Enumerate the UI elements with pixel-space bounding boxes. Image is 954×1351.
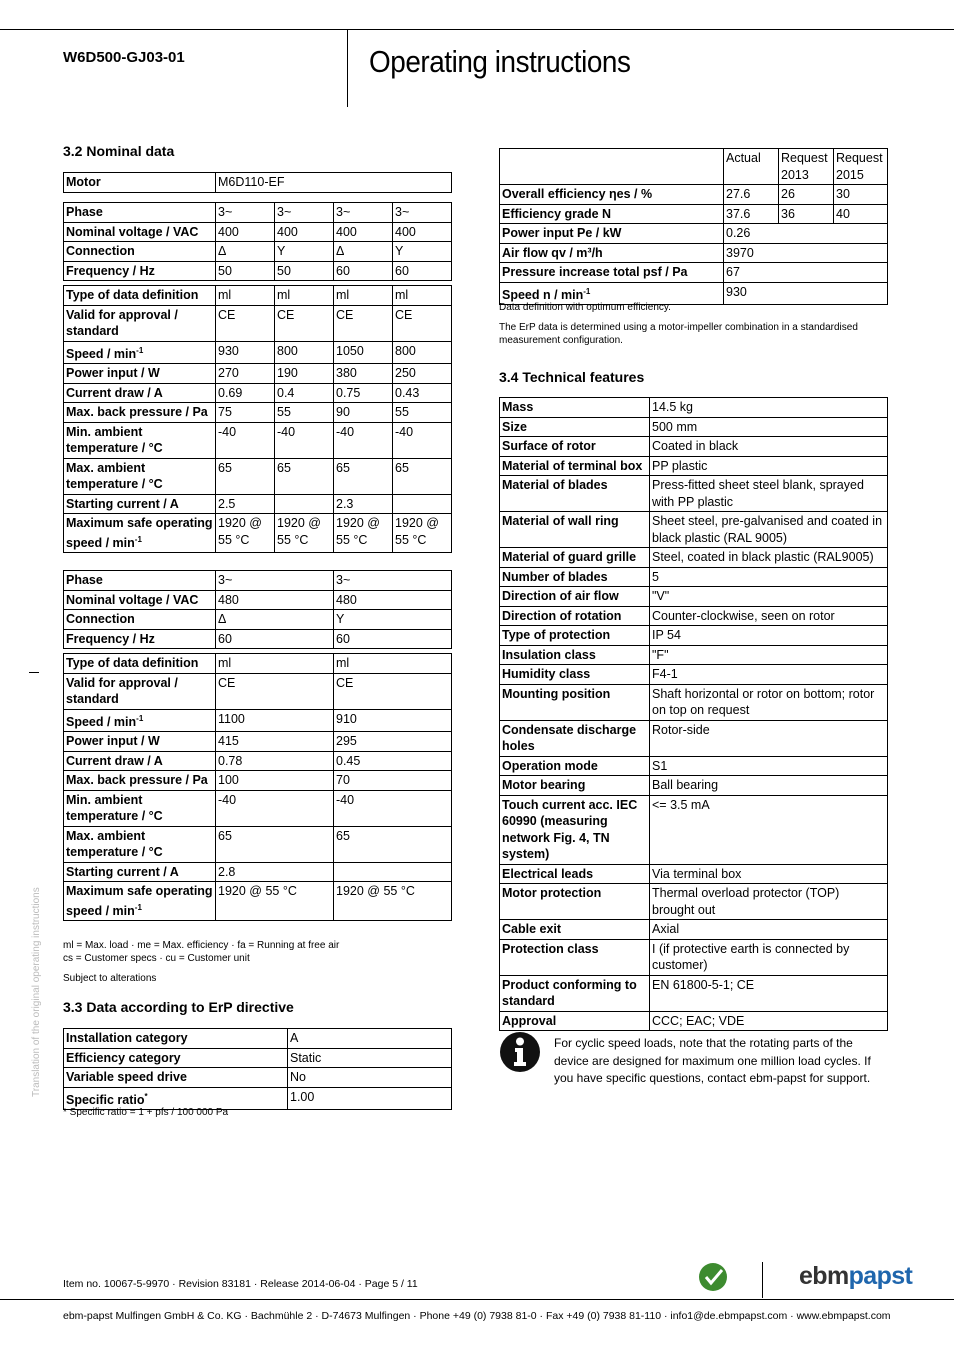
table-row xyxy=(64,790,452,826)
row-value: Y xyxy=(393,242,452,262)
margin-mark xyxy=(29,672,39,673)
header-blank xyxy=(500,149,724,185)
row-label: Phase xyxy=(64,203,216,223)
footer-address: ebm-papst Mulfingen GmbH & Co. KG · Bachmühle 2 · D-74673 Mulfingen · Phone +49 (0) 7938 81-0 · Fax +49 (0) 7938 81-110 · info1@de.ebmpapst.com · www.ebmpapst.com xyxy=(63,1310,891,1322)
table-row xyxy=(500,884,888,920)
row-value: CCC; EAC; VDE xyxy=(650,1011,888,1031)
row-label: Min. ambient temperature / °C xyxy=(64,790,216,826)
row-value: 3~ xyxy=(275,203,334,223)
row-value: CE xyxy=(334,305,393,341)
table-row xyxy=(64,673,452,709)
row-value: 2.5 xyxy=(216,494,275,514)
row-label: Type of protection xyxy=(500,626,650,646)
row-value: 930 xyxy=(216,341,275,364)
motor-table xyxy=(63,172,452,193)
table-row xyxy=(64,286,452,306)
row-value: -40 xyxy=(393,422,452,458)
row-value: 67 xyxy=(724,263,888,283)
row-label: Specific ratio* xyxy=(64,1087,288,1110)
row-value: 60 xyxy=(216,629,334,649)
row-value: 1.00 xyxy=(288,1087,452,1110)
row-value: ml xyxy=(216,286,275,306)
table-row xyxy=(64,305,452,341)
row-value: 65 xyxy=(334,458,393,494)
row-value: 26 xyxy=(779,185,834,205)
table-row xyxy=(500,587,888,607)
table-row xyxy=(500,1011,888,1031)
row-label: Nominal voltage / VAC xyxy=(64,222,216,242)
info-note-text: For cyclic speed loads, note that the rotating parts of the device are designed for maximum one million load cycles. If you have specific questions, contact ebm-papst for support. xyxy=(554,1036,871,1085)
table-row xyxy=(500,795,888,864)
row-value: 400 xyxy=(393,222,452,242)
table-row xyxy=(500,398,888,418)
table-row xyxy=(500,864,888,884)
row-label: Max. ambient temperature / °C xyxy=(64,826,216,862)
row-value: Via terminal box xyxy=(650,864,888,884)
row-value: 65 xyxy=(393,458,452,494)
row-value: 75 xyxy=(216,403,275,423)
table-row xyxy=(64,403,452,423)
column-header: Request 2015 xyxy=(834,149,888,185)
row-label: Speed n / $\min^{-1}$ xyxy=(500,282,724,305)
row-label: Product conforming to standard xyxy=(500,975,650,1011)
table-row xyxy=(64,1029,452,1049)
table-row xyxy=(64,1048,452,1068)
table-row xyxy=(500,756,888,776)
row-value: ml xyxy=(275,286,334,306)
row-value: 3~ xyxy=(216,571,334,591)
row-value: 400 xyxy=(216,222,275,242)
row-value: Thermal overload protector (TOP) brought out xyxy=(650,884,888,920)
row-value: 1050 xyxy=(334,341,393,364)
section-3-2-heading: 3.2 Nominal data xyxy=(63,143,175,159)
row-value: 36 xyxy=(779,204,834,224)
row-label: Cable exit xyxy=(500,920,650,940)
table-row xyxy=(500,512,888,548)
row-value: 50 xyxy=(275,261,334,281)
row-value: EN 61800-5-1; CE xyxy=(650,975,888,1011)
technical-features-table xyxy=(499,397,888,1031)
row-label: Material of terminal box xyxy=(500,456,650,476)
row-value: 3~ xyxy=(334,571,452,591)
table-row xyxy=(500,476,888,512)
row-label: Size xyxy=(500,417,650,437)
row-value: 910 xyxy=(334,709,452,732)
row-value: 500 mm xyxy=(650,417,888,437)
row-value: M6D110-EF xyxy=(216,173,452,193)
block1-data-table xyxy=(63,285,452,553)
footer-logo-divider xyxy=(762,1262,763,1298)
row-value: -40 xyxy=(334,790,452,826)
table-row xyxy=(500,776,888,796)
row-value: Rotor-side xyxy=(650,720,888,756)
row-value: A xyxy=(288,1029,452,1049)
row-value: 3~ xyxy=(216,203,275,223)
section-3-3-heading: 3.3 Data according to ErP directive xyxy=(63,999,294,1015)
row-value: 55 xyxy=(393,403,452,423)
row-value: 0.43 xyxy=(393,383,452,403)
table-row xyxy=(500,684,888,720)
row-value: "V" xyxy=(650,587,888,607)
table-row xyxy=(500,204,888,224)
row-label: Phase xyxy=(64,571,216,591)
row-value: 1100 xyxy=(216,709,334,732)
row-value: 0.78 xyxy=(216,751,334,771)
row-value: Steel, coated in black plastic (RAL9005) xyxy=(650,548,888,568)
row-label: Min. ambient temperature / °C xyxy=(64,422,216,458)
table-row xyxy=(64,709,452,732)
row-label: Material of blades xyxy=(500,476,650,512)
row-value: 1920 @ 55 °C xyxy=(216,514,275,553)
row-label: Connection xyxy=(64,610,216,630)
side-caption: Translation of the original operating instructions xyxy=(31,887,42,1097)
block1-supply-table xyxy=(63,202,452,281)
table-row xyxy=(64,732,452,752)
table-row xyxy=(64,422,452,458)
row-value: 60 xyxy=(334,261,393,281)
subject-note: Subject to alterations xyxy=(63,973,157,984)
row-value xyxy=(275,494,334,514)
row-value: IP 54 xyxy=(650,626,888,646)
row-value: 190 xyxy=(275,364,334,384)
row-label: Direction of rotation xyxy=(500,606,650,626)
column-header: Request 2013 xyxy=(779,149,834,185)
erp-category-table xyxy=(63,1028,452,1110)
row-value: 0.69 xyxy=(216,383,275,403)
table-row xyxy=(64,610,452,630)
table-row xyxy=(500,606,888,626)
row-value: PP plastic xyxy=(650,456,888,476)
table-row xyxy=(64,261,452,281)
table-row xyxy=(64,882,452,921)
row-value: 27.6 xyxy=(724,185,779,205)
row-value: 37.6 xyxy=(724,204,779,224)
row-label: Efficiency category xyxy=(64,1048,288,1068)
row-value: Coated in black xyxy=(650,437,888,457)
row-label: Approval xyxy=(500,1011,650,1031)
row-value: Δ xyxy=(216,610,334,630)
row-value: No xyxy=(288,1068,452,1088)
row-label: Installation category xyxy=(64,1029,288,1049)
row-label: Max. back pressure / Pa xyxy=(64,403,216,423)
row-label: Frequency / Hz xyxy=(64,261,216,281)
row-value: Shaft horizontal or rotor on bottom; rotor on top on request xyxy=(650,684,888,720)
page-title: Operating instructions xyxy=(369,44,631,79)
row-value: Axial xyxy=(650,920,888,940)
row-label: Electrical leads xyxy=(500,864,650,884)
row-label: Material of wall ring xyxy=(500,512,650,548)
row-value: Δ xyxy=(334,242,393,262)
row-label: Current draw / A xyxy=(64,751,216,771)
row-value: 0.75 xyxy=(334,383,393,403)
row-label: Mass xyxy=(500,398,650,418)
table-row xyxy=(500,263,888,283)
table-row xyxy=(500,567,888,587)
row-label: Condensate discharge holes xyxy=(500,720,650,756)
row-value: CE xyxy=(275,305,334,341)
row-label: Overall efficiency ηes / % xyxy=(500,185,724,205)
row-value: 1920 @ 55 °C xyxy=(393,514,452,553)
table-row xyxy=(500,626,888,646)
row-label: Connection xyxy=(64,242,216,262)
row-value: 2.3 xyxy=(334,494,393,514)
row-value: -40 xyxy=(216,790,334,826)
table-header-row xyxy=(500,149,888,185)
row-value: 65 xyxy=(216,458,275,494)
table-row xyxy=(64,514,452,553)
row-value: <= 3.5 mA xyxy=(650,795,888,864)
row-label: Protection class xyxy=(500,939,650,975)
row-label: Pressure increase total psf / Pa xyxy=(500,263,724,283)
table-row xyxy=(500,920,888,940)
row-value xyxy=(334,862,452,882)
row-value: 40 xyxy=(834,204,888,224)
row-value: ml xyxy=(334,654,452,674)
table-row xyxy=(64,751,452,771)
row-value: CE xyxy=(334,673,452,709)
row-label: Maximum safe operating speed / $\min^{-1}$ xyxy=(64,514,216,553)
row-value: 30 xyxy=(834,185,888,205)
row-value: 480 xyxy=(334,590,452,610)
row-label: Number of blades xyxy=(500,567,650,587)
row-value: F4-1 xyxy=(650,665,888,685)
row-label: Power input / W xyxy=(64,732,216,752)
section-3-4-heading: 3.4 Technical features xyxy=(499,369,645,385)
table-row xyxy=(64,364,452,384)
row-value: 415 xyxy=(216,732,334,752)
table-row xyxy=(64,494,452,514)
table-row xyxy=(64,862,452,882)
row-value: -40 xyxy=(334,422,393,458)
info-icon xyxy=(499,1031,541,1073)
row-value: 55 xyxy=(275,403,334,423)
row-value: CE xyxy=(216,305,275,341)
row-value: 3~ xyxy=(393,203,452,223)
row-label: Motor bearing xyxy=(500,776,650,796)
row-label: Humidity class xyxy=(500,665,650,685)
table-row xyxy=(64,826,452,862)
row-value: "F" xyxy=(650,645,888,665)
row-label: Surface of rotor xyxy=(500,437,650,457)
row-label: Max. back pressure / Pa xyxy=(64,771,216,791)
row-label: Starting current / A xyxy=(64,494,216,514)
row-value: 14.5 kg xyxy=(650,398,888,418)
row-value: Y xyxy=(275,242,334,262)
row-value: 0.4 xyxy=(275,383,334,403)
footer-item-info: Item no. 10067-5-9970 · Revision 83181 · Release 2014-06-04 · Page 5 / 11 xyxy=(63,1278,418,1290)
table-row xyxy=(500,417,888,437)
table-row xyxy=(64,341,452,364)
row-value: Counter-clockwise, seen on rotor xyxy=(650,606,888,626)
row-value: 800 xyxy=(393,341,452,364)
table-row xyxy=(500,975,888,1011)
row-value: 90 xyxy=(334,403,393,423)
row-value: Y xyxy=(334,610,452,630)
row-value: 50 xyxy=(216,261,275,281)
row-value: 1920 @ 55 °C xyxy=(275,514,334,553)
erp-note-2: The ErP data is determined using a motor-impeller combination in a standardised measurement configuration. xyxy=(499,322,858,346)
row-value: 2.8 xyxy=(216,862,334,882)
row-label: Efficiency grade N xyxy=(500,204,724,224)
row-label: Valid for approval / standard xyxy=(64,673,216,709)
row-value: 60 xyxy=(334,629,452,649)
row-label: Maximum safe operating speed / $\min^{-1}$ xyxy=(64,882,216,921)
row-label: Air flow qv / m³/h xyxy=(500,243,724,263)
table-row xyxy=(500,243,888,263)
row-value: -40 xyxy=(216,422,275,458)
header-top-rule xyxy=(0,29,954,30)
block2-data-table xyxy=(63,653,452,921)
row-value: Press-fitted sheet steel blank, sprayed with PP plastic xyxy=(650,476,888,512)
row-value: 5 xyxy=(650,567,888,587)
row-value: 65 xyxy=(216,826,334,862)
row-label: Starting current / A xyxy=(64,862,216,882)
row-value: 250 xyxy=(393,364,452,384)
table-row xyxy=(64,242,452,262)
footer-rule xyxy=(0,1299,954,1300)
row-value: 270 xyxy=(216,364,275,384)
row-value: 3970 xyxy=(724,243,888,263)
row-value: 1920 @ 55 °C xyxy=(334,514,393,553)
row-value: -40 xyxy=(275,422,334,458)
table-row xyxy=(64,654,452,674)
row-value: 60 xyxy=(393,261,452,281)
legend-line-1: ml = Max. load · me = Max. efficiency · fa = Running at free air xyxy=(63,940,340,951)
row-label: Power input Pe / kW xyxy=(500,224,724,244)
table-row xyxy=(64,1068,452,1088)
table-row xyxy=(500,437,888,457)
row-value: 65 xyxy=(334,826,452,862)
row-label: Speed / $\min^{-1}$ xyxy=(64,341,216,364)
row-value: S1 xyxy=(650,756,888,776)
specific-ratio-footnote: * Specific ratio = 1 + pfs / 100 000 Pa xyxy=(63,1107,229,1118)
row-value: 800 xyxy=(275,341,334,364)
table-row xyxy=(64,771,452,791)
row-value: 70 xyxy=(334,771,452,791)
row-value xyxy=(393,494,452,514)
row-label: Current draw / A xyxy=(64,383,216,403)
erp-efficiency-table xyxy=(499,148,888,305)
table-row xyxy=(64,383,452,403)
table-row xyxy=(500,456,888,476)
row-value: 400 xyxy=(334,222,393,242)
row-label: Power input / W xyxy=(64,364,216,384)
row-value: 295 xyxy=(334,732,452,752)
row-label: Max. ambient temperature / °C xyxy=(64,458,216,494)
row-value: 480 xyxy=(216,590,334,610)
row-label: Touch current acc. IEC 60990 (measuring network Fig. 4, TN system) xyxy=(500,795,650,864)
column-header: Actual xyxy=(724,149,779,185)
table-row xyxy=(500,720,888,756)
row-label: Type of data definition xyxy=(64,654,216,674)
row-label: Valid for approval / standard xyxy=(64,305,216,341)
row-label: Type of data definition xyxy=(64,286,216,306)
row-label: Motor protection xyxy=(500,884,650,920)
block2-supply-table xyxy=(63,570,452,649)
row-label: Operation mode xyxy=(500,756,650,776)
row-value: 0.45 xyxy=(334,751,452,771)
row-label: Motor xyxy=(64,173,216,193)
green-tech-badge-icon xyxy=(698,1262,728,1292)
row-value: 1920 @ 55 °C xyxy=(216,882,334,921)
row-value: 65 xyxy=(275,458,334,494)
row-value: Static xyxy=(288,1048,452,1068)
row-value: ml xyxy=(393,286,452,306)
table-row xyxy=(500,185,888,205)
row-label: Nominal voltage / VAC xyxy=(64,590,216,610)
row-value: 0.26 xyxy=(724,224,888,244)
table-row xyxy=(500,939,888,975)
row-label: Variable speed drive xyxy=(64,1068,288,1088)
table-row xyxy=(64,458,452,494)
row-label: Speed / $\min^{-1}$ xyxy=(64,709,216,732)
row-label: Mounting position xyxy=(500,684,650,720)
row-value: CE xyxy=(216,673,334,709)
table-row xyxy=(500,224,888,244)
table-row xyxy=(64,203,452,223)
table-row xyxy=(64,222,452,242)
row-label: Frequency / Hz xyxy=(64,629,216,649)
table-row xyxy=(64,173,452,193)
header-divider xyxy=(347,29,348,107)
row-value: 1920 @ 55 °C xyxy=(334,882,452,921)
table-row xyxy=(500,548,888,568)
row-value: 3~ xyxy=(334,203,393,223)
table-row xyxy=(500,665,888,685)
row-value: Ball bearing xyxy=(650,776,888,796)
row-value: I (if protective earth is connected by customer) xyxy=(650,939,888,975)
row-label: Insulation class xyxy=(500,645,650,665)
legend-line-2: cs = Customer specs · cu = Customer unit xyxy=(63,953,250,964)
table-row xyxy=(64,590,452,610)
row-value: Sheet steel, pre-galvanised and coated in black plastic (RAL 9005) xyxy=(650,512,888,548)
row-value: 380 xyxy=(334,364,393,384)
row-label: Direction of air flow xyxy=(500,587,650,607)
table-row xyxy=(500,645,888,665)
row-value: ml xyxy=(216,654,334,674)
row-value: 100 xyxy=(216,771,334,791)
row-value: CE xyxy=(393,305,452,341)
row-value: 400 xyxy=(275,222,334,242)
row-value: 930 xyxy=(724,282,888,305)
model-number: W6D500-GJ03-01 xyxy=(63,49,185,66)
row-value: ml xyxy=(334,286,393,306)
table-row xyxy=(64,629,452,649)
erp-note-1: Data definition with optimum efficiency. xyxy=(499,302,671,313)
ebmpapst-logo: ebmpapst xyxy=(799,1262,913,1290)
row-value: Δ xyxy=(216,242,275,262)
table-row xyxy=(64,571,452,591)
row-label: Material of guard grille xyxy=(500,548,650,568)
